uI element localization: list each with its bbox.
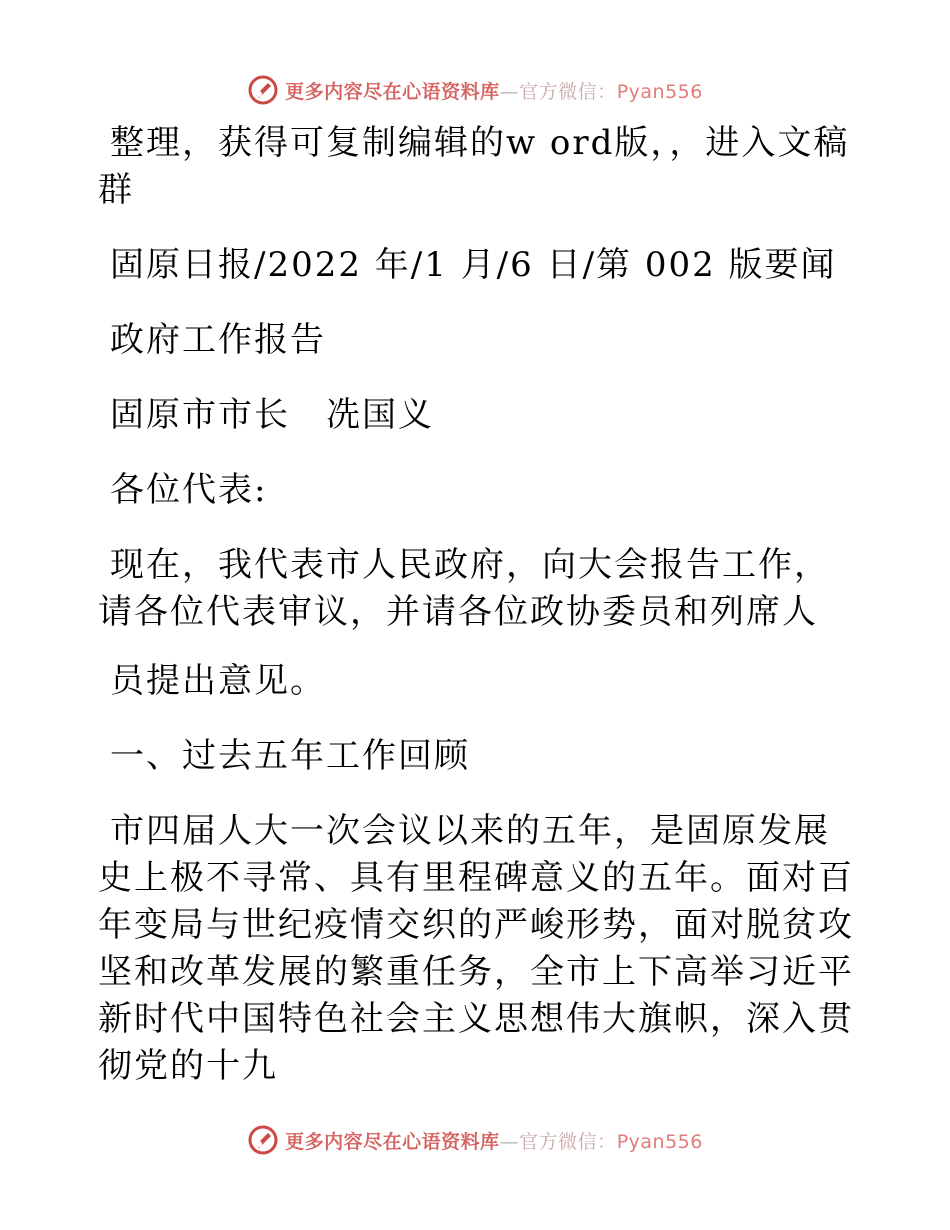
footer-watermark <box>0 1122 950 1158</box>
watermark-text <box>285 77 703 104</box>
paragraph-source: 固原日报/2022 年/1 月/6 日/第 002 版要闻 <box>110 245 837 285</box>
header-watermark <box>0 72 950 108</box>
watermark-main: 更多内容尽在心语资料库 <box>285 80 500 103</box>
stamp-logo-icon <box>247 1124 279 1156</box>
paragraph-intro: 整理，获得可复制编辑的w ord版，，进入文稿群 <box>98 123 850 210</box>
watermark-id: Pyan556 <box>616 80 703 103</box>
document-body <box>98 120 858 1118</box>
watermark-text <box>285 1127 703 1154</box>
watermark-main: 更多内容尽在心语资料库 <box>285 1130 500 1153</box>
paragraph-opening-cont: 员提出意见。 <box>110 661 326 701</box>
watermark-sub: 官方微信： <box>519 80 617 103</box>
footer-watermark-inner <box>247 1124 703 1156</box>
document-author: 固原市市长 冼国义 <box>110 395 434 435</box>
watermark-id: Pyan556 <box>616 1130 703 1153</box>
watermark-dash: — <box>499 1130 520 1153</box>
watermark-dash: — <box>499 80 520 103</box>
document-title: 政府工作报告 <box>110 320 326 360</box>
paragraph-opening: 现在，我代表市人民政府，向大会报告工作，请各位代表审议，并请各位政协委员和列席人 <box>98 545 830 632</box>
paragraph-greeting: 各位代表: <box>110 470 268 510</box>
paragraph-review: 市四届人大一次会议以来的五年，是固原发展史上极不寻常、具有里程碑意义的五年。面对百年变局与世纪疫情交织的严峻形势，面对脱贫攻坚和改革发展的繁重任务，全市上下高举习近平新时代中国特色社会主义思想伟大旗帜，深入贯彻党的十九 <box>98 811 854 1086</box>
stamp-logo-icon <box>247 74 279 106</box>
section-heading: 一、过去五年工作回顾 <box>110 736 470 776</box>
watermark-sub: 官方微信： <box>519 1130 617 1153</box>
header-watermark-inner <box>247 74 703 106</box>
